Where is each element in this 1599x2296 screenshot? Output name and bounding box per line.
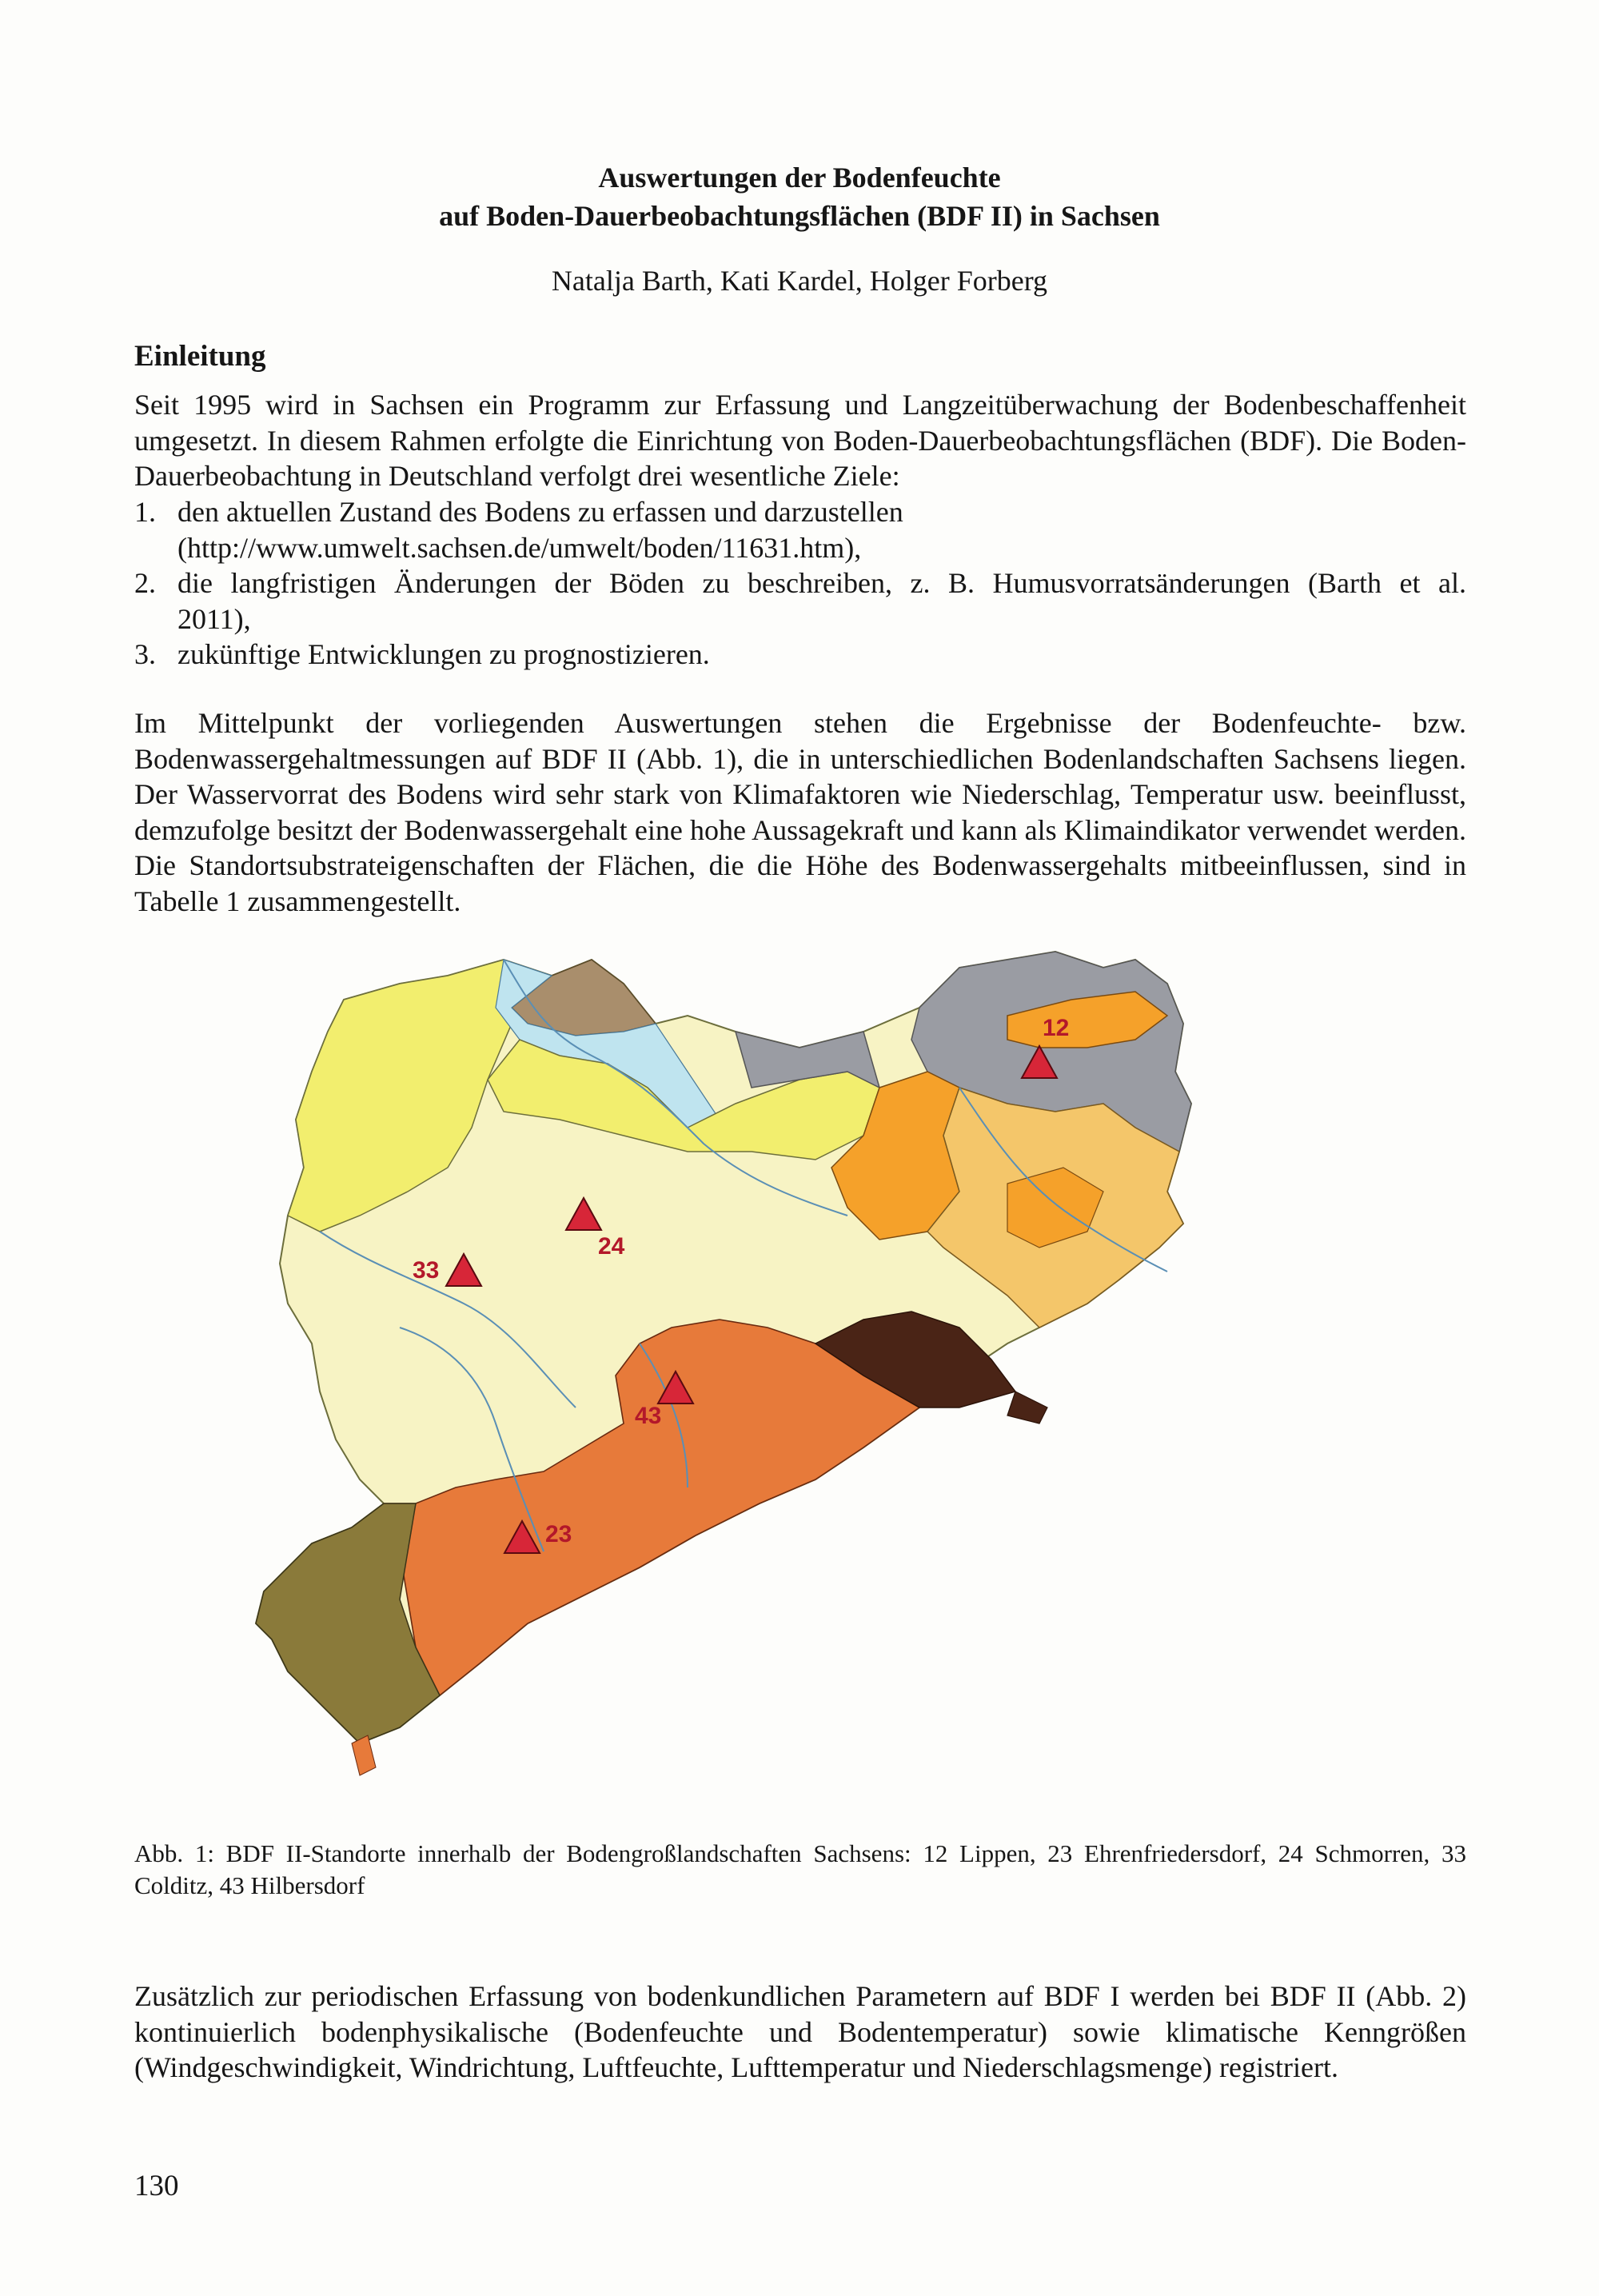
- section-heading: Einleitung: [134, 340, 266, 373]
- list-item-text: zukünftige Entwicklungen zu prognostizieren.: [177, 638, 710, 670]
- list-item: [134, 565, 1466, 637]
- map-region-orange-tail: [352, 1735, 376, 1775]
- site-marker-label-24: 24: [598, 1233, 625, 1260]
- list-item-text: den aktuellen Zustand des Bodens zu erfassen und darzustellen: [177, 496, 903, 528]
- list-item-number: 3.: [134, 638, 156, 670]
- paper-title: [0, 158, 1599, 235]
- site-marker-label-12: 12: [1043, 1015, 1070, 1041]
- main-paragraph-text: Im Mittelpunkt der vorliegenden Auswertungen stehen die Ergebnisse der Bodenfeuchte- bzw. Bodenwassergehaltmessungen auf BDF II (Abb. 1), die in unterschiedlichen Bodenlandschaften Sachsens liegen. Der Wasservorrat des Bodens wird sehr stark von Klimafaktoren wie Niederschlag, Temperatur usw. beeinflusst, demzufolge besitzt der Bodenwassergehalt eine hohe Aussagekraft und kann als Klimaindikator verwendet werden. Die Standortsubstrateigenschaften der Flächen, die die Höhe des Bodenwassergehalts mitbeeinflussen, sind in Tabelle 1 zusammengestellt.: [134, 707, 1466, 917]
- site-marker-label-33: 33: [413, 1257, 440, 1284]
- figure-caption: Abb. 1: BDF II-Standorte innerhalb der Bodengroßlandschaften Sachsens: 12 Lippen, 23 Ehrenfriedersdorf, 24 Schmorren, 33 Colditz, 43 Hilbersdorf: [134, 1839, 1466, 1899]
- list-item-text: die langfristigen Änderungen der Böden zu beschreiben, z. B. Humusvorratsänderungen (Barth et al.: [177, 567, 1466, 599]
- title-line-2: auf Boden-Dauerbeobachtungsflächen (BDF II) in Sachsen: [439, 200, 1160, 232]
- map-region-dark-brown-small: [1007, 1392, 1047, 1424]
- intro-paragraph-text: Seit 1995 wird in Sachsen ein Programm zur Erfassung und Langzeitüberwachung der Bodenbeschaffenheit umgesetzt. In diesem Rahmen erfolgte die Einrichtung von Boden-Dauerbeobachtungsflächen (BDF). Die Boden-Dauerbeobachtung in Deutschland verfolgt drei wesentliche Ziele:: [134, 389, 1466, 492]
- authors: Natalja Barth, Kati Kardel, Holger Forberg: [551, 265, 1048, 297]
- page-number: 130: [134, 2170, 179, 2202]
- main-paragraph: [134, 705, 1466, 919]
- goals-list: [134, 494, 1466, 673]
- list-item-text-continued: (http://www.umwelt.sachsen.de/umwelt/boden/11631.htm),: [177, 531, 862, 564]
- title-line-1: Auswertungen der Bodenfeuchte: [598, 162, 1001, 194]
- site-marker-label-43: 43: [635, 1403, 662, 1429]
- list-item: [134, 637, 1466, 673]
- list-item-number: 1.: [134, 496, 156, 528]
- list-item-number: 2.: [134, 567, 156, 599]
- closing-paragraph-text: Zusätzlich zur periodischen Erfassung von bodenkundlichen Parametern auf BDF I werden bei BDF II (Abb. 2) kontinuierlich bodenphysikalische (Bodenfeuchte und Bodentemperatur) sowie klimatische Kenngrößen (Windgeschwindigkeit, Windrichtung, Luftfeuchte, Lufttemperatur und Niederschlagsmenge) registriert.: [134, 1980, 1466, 2083]
- list-item-text-continued: 2011),: [177, 602, 251, 635]
- site-marker-label-23: 23: [545, 1521, 572, 1547]
- closing-paragraph: [134, 1979, 1466, 2086]
- saxony-soil-map: [240, 928, 1391, 1823]
- intro-paragraph: [134, 387, 1466, 494]
- list-item: [134, 494, 1466, 565]
